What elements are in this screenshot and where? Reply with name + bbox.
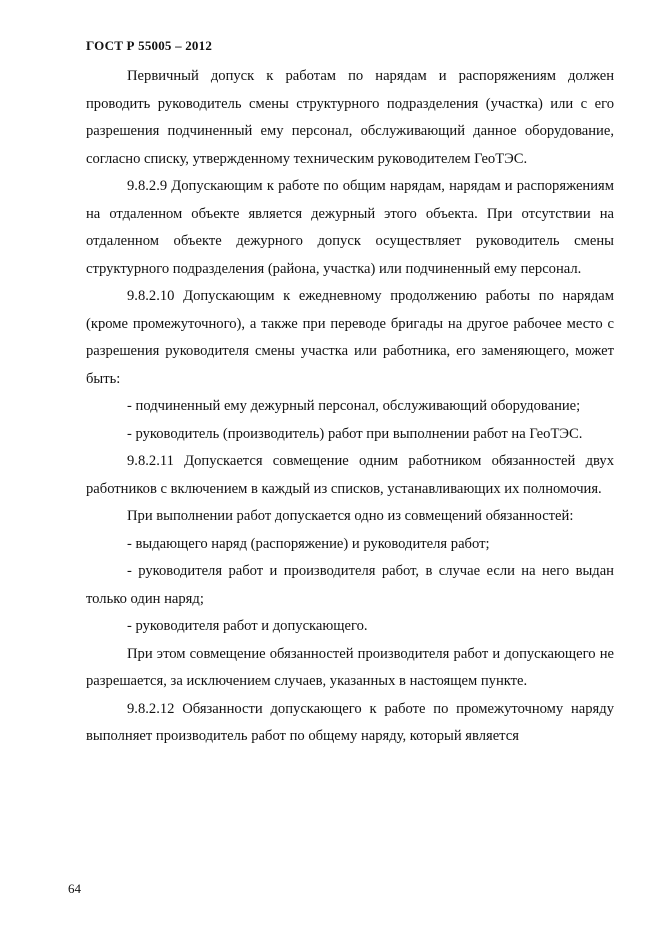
list-item: - выдающего наряд (распоряжение) и руководителя работ; (127, 535, 490, 552)
paragraph: 9.8.2.9 Допускающим к работе по общим нарядам, нарядам и распоряжениям на отдаленном объекте является дежурный этого объекта. При отсутствии на отдаленном объекте дежурного допуск осуществляет руководитель смены структурного подразделения (района, участка) или подчиненный ему персонал. (86, 178, 614, 277)
document-body (86, 63, 614, 751)
list-item: - руководителя работ и производителя работ, в случае если на него выдан только один наряд; (86, 563, 614, 607)
document-header: ГОСТ Р 55005 – 2012 (86, 38, 213, 53)
paragraph: При выполнении работ допускается одно из совмещений обязанностей: (127, 508, 574, 524)
list-item: - руководителя работ и допускающего. (127, 618, 368, 634)
paragraph: 9.8.2.10 Допускающим к ежедневному продолжению работы по нарядам (кроме промежуточного), а также при переводе бригады на другое рабочее место с разрешения руководителя смены участка или работника, его заменяющего, может быть: (86, 288, 614, 387)
paragraph: 9.8.2.11 Допускается совмещение одним работником обязанностей двух работников с включением в каждый из списков, устанавливающих их полномочия. (86, 453, 614, 497)
page-number: 64 (68, 881, 81, 896)
paragraph: При этом совмещение обязанностей производителя работ и допускающего не разрешается, за исключением случаев, указанных в настоящем пункте. (86, 645, 614, 689)
list-item: - руководитель (производитель) работ при выполнении работ на ГеоТЭС. (127, 425, 583, 442)
paragraph: 9.8.2.12 Обязанности допускающего к работе по промежуточному наряду выполняет производитель работ по общему наряду, который является (86, 700, 614, 744)
paragraph: Первичный допуск к работам по нарядам и распоряжениям должен проводить руководитель смены структурного подразделения (участка) или с его разрешения подчиненный ему персонал, обслуживающий данное оборудование, согласно списку, утвержденному техническим руководителем ГеоТЭС. (86, 68, 614, 167)
list-item: - подчиненный ему дежурный персонал, обслуживающий оборудование; (127, 398, 581, 414)
